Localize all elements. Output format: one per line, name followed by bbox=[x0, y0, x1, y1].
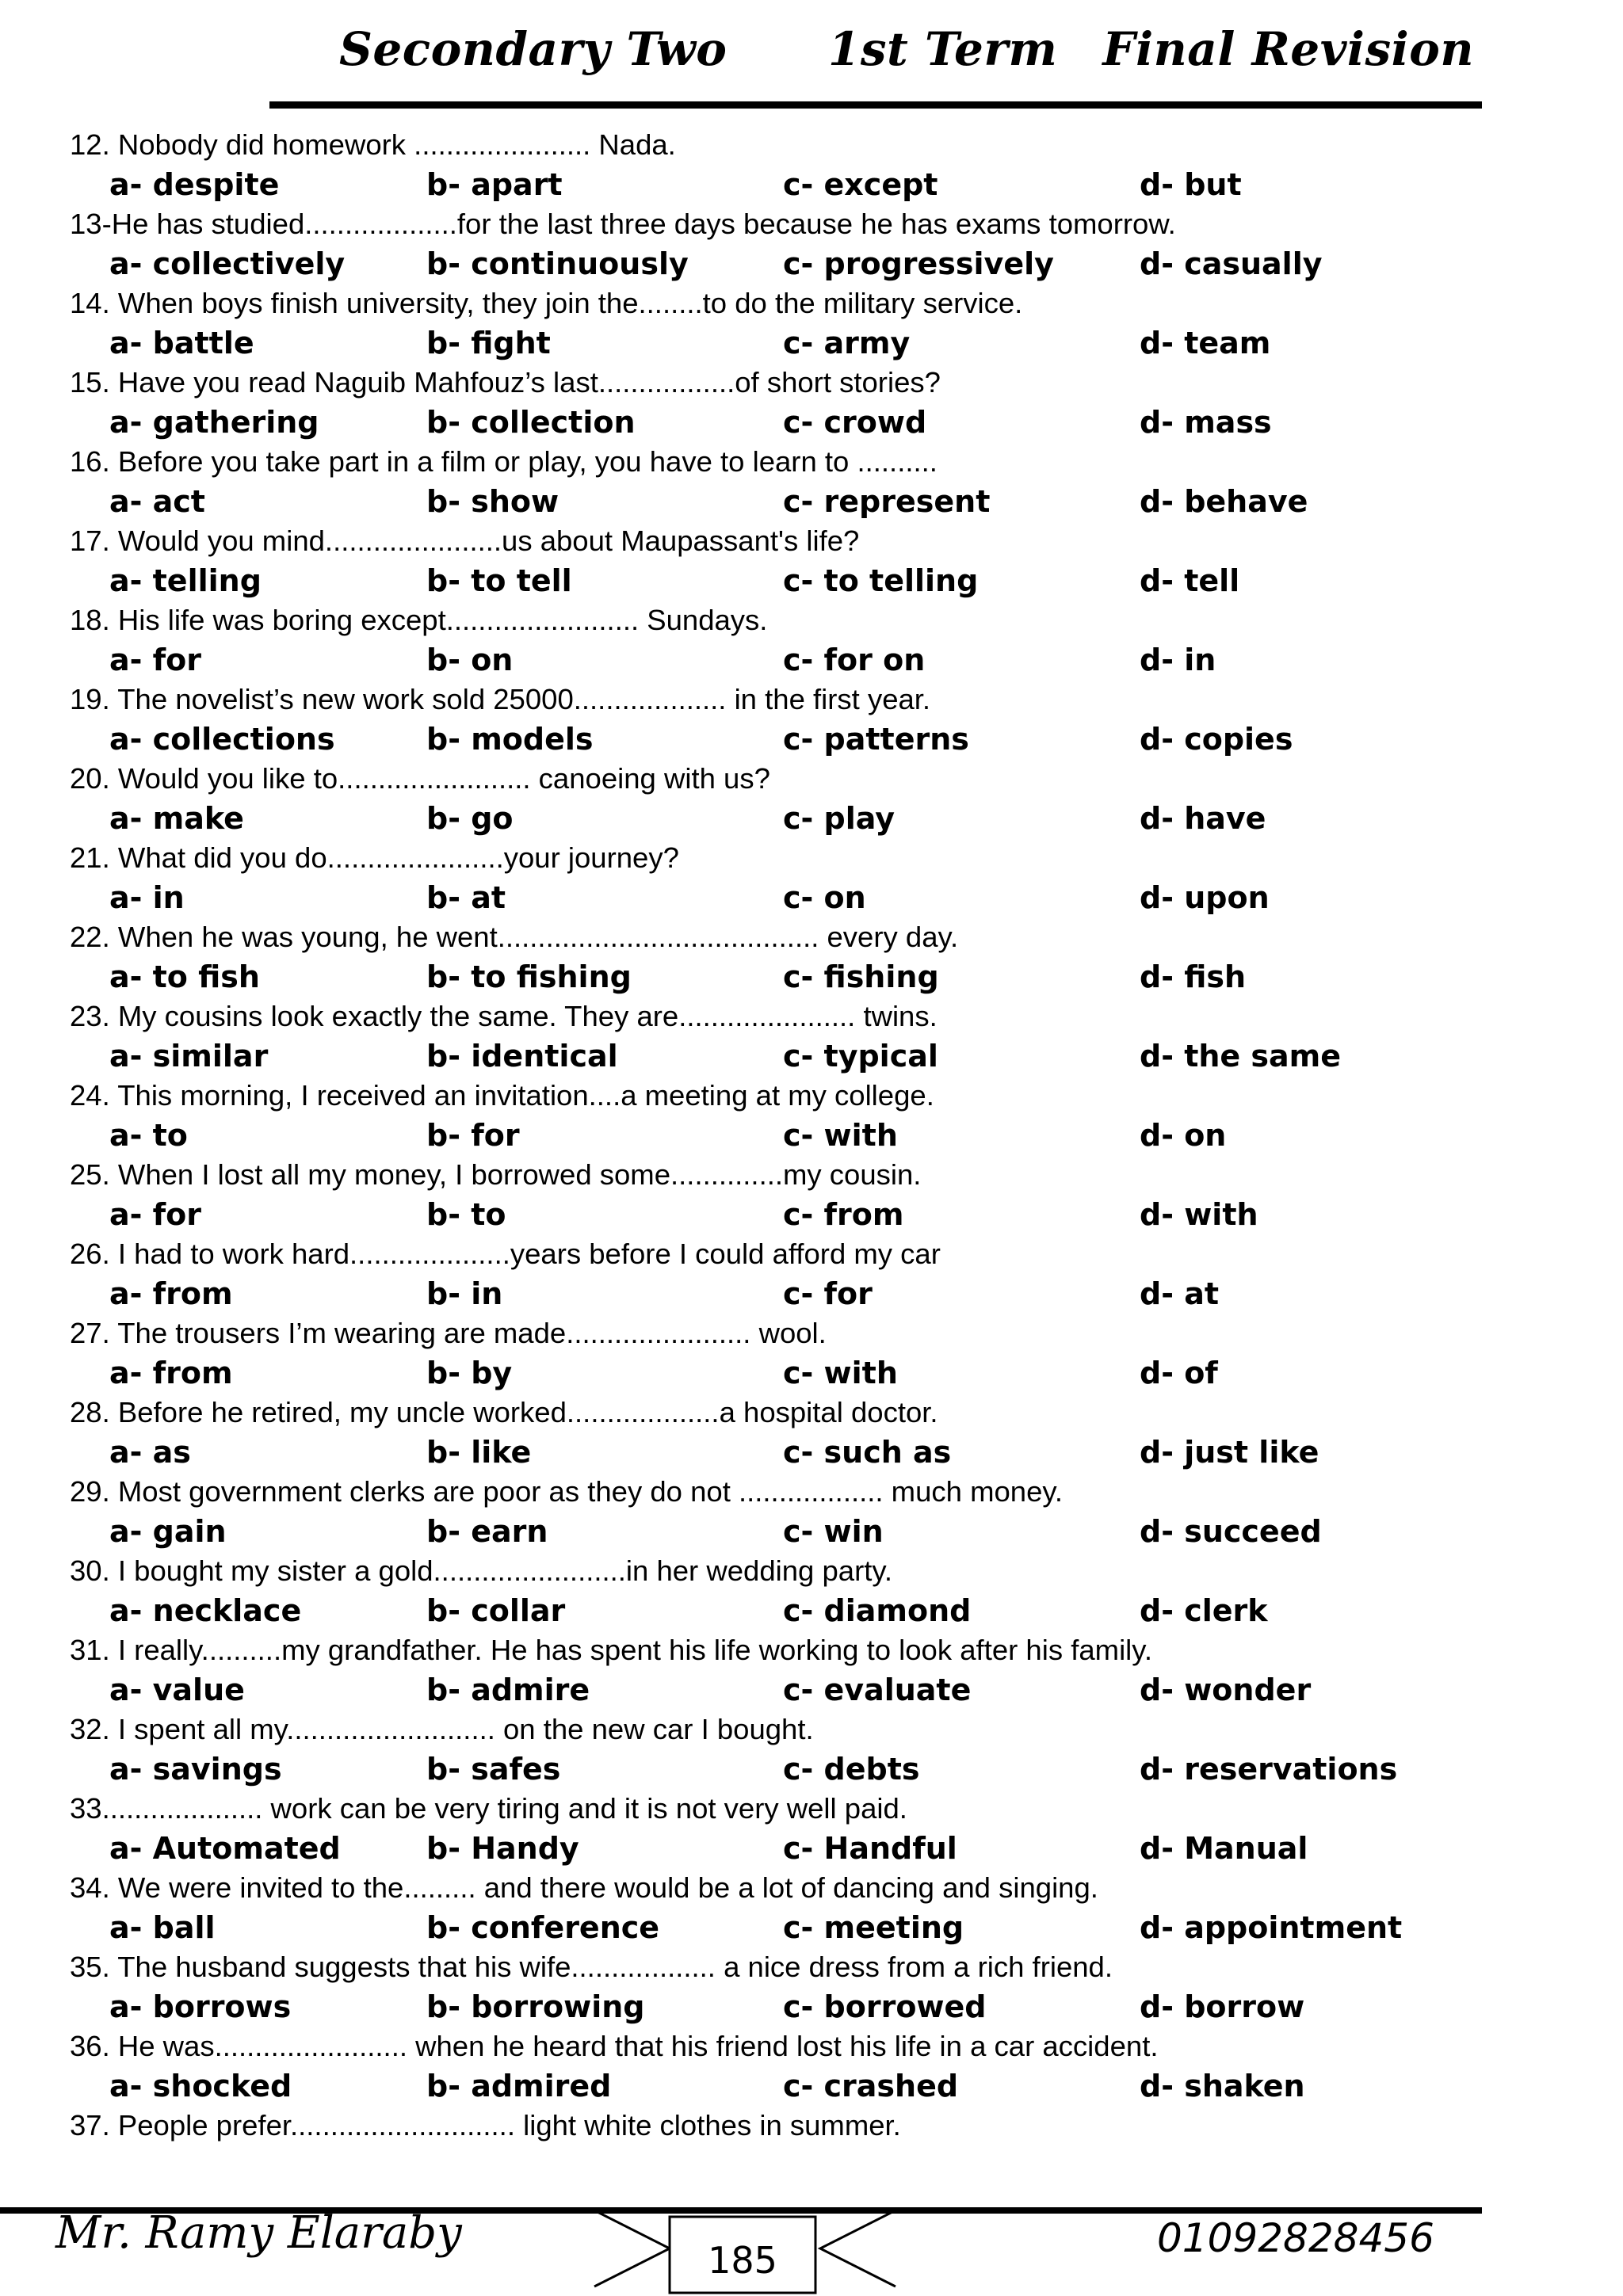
option-b: b- admire bbox=[426, 1672, 590, 1707]
option-b: b- for bbox=[426, 1118, 520, 1153]
option-b: b- conference bbox=[426, 1910, 660, 1945]
answer-options bbox=[70, 957, 1544, 997]
option-a: a- for bbox=[109, 1197, 202, 1232]
question-text: 30. I bought my sister a gold........................in her wedding party. bbox=[70, 1554, 893, 1587]
option-c: c- such as bbox=[783, 1435, 952, 1470]
option-a: a- act bbox=[109, 484, 205, 519]
option-d: d- of bbox=[1140, 1356, 1218, 1390]
option-a: a- shocked bbox=[109, 2069, 292, 2103]
option-b: b- safes bbox=[426, 1752, 561, 1787]
question-text: 22. When he was young, he went........................................ every day. bbox=[70, 921, 959, 953]
option-a: a- gain bbox=[109, 1514, 227, 1549]
option-b: b- identical bbox=[426, 1039, 618, 1074]
question-text: 17. Would you mind......................us about Maupassant's life? bbox=[70, 524, 860, 557]
option-b: b- to fishing bbox=[426, 959, 632, 994]
option-a: a- savings bbox=[109, 1752, 282, 1787]
option-a: a- value bbox=[109, 1672, 245, 1707]
question-text: 26. I had to work hard....................years before I could afford my car bbox=[70, 1238, 941, 1270]
option-d: d- at bbox=[1140, 1276, 1220, 1311]
option-d: d- borrow bbox=[1140, 1989, 1305, 2024]
option-d: d- wonder bbox=[1140, 1672, 1312, 1707]
question-text: 16. Before you take part in a film or play, you have to learn to .......... bbox=[70, 445, 938, 478]
answer-options bbox=[70, 482, 1544, 521]
option-b: b- apart bbox=[426, 167, 563, 202]
answer-options bbox=[70, 1512, 1544, 1551]
option-c: c- diamond bbox=[783, 1593, 972, 1628]
option-a: a- telling bbox=[109, 563, 262, 598]
option-b: b- in bbox=[426, 1276, 503, 1311]
option-b: b- fight bbox=[426, 326, 551, 360]
question-text: 24. This morning, I received an invitation....a meeting at my college. bbox=[70, 1079, 934, 1112]
answer-options bbox=[70, 2066, 1544, 2106]
question-text: 37. People prefer............................ light white clothes in summer. bbox=[70, 2109, 901, 2142]
question-text: 12. Nobody did homework ...................... Nada. bbox=[70, 128, 676, 161]
answer-options bbox=[70, 1987, 1544, 2027]
option-b: b- borrowing bbox=[426, 1989, 645, 2024]
option-a: a- ball bbox=[109, 1910, 216, 1945]
answer-options bbox=[70, 402, 1544, 442]
option-c: c- crowd bbox=[783, 405, 927, 440]
option-c: c- with bbox=[783, 1118, 898, 1153]
option-d: d- tell bbox=[1140, 563, 1240, 598]
option-b: b- Handy bbox=[426, 1831, 579, 1866]
answer-options bbox=[70, 1116, 1544, 1155]
option-a: a- to bbox=[109, 1118, 188, 1153]
answer-options bbox=[70, 1036, 1544, 1076]
option-c: c- army bbox=[783, 326, 911, 360]
option-b: b- show bbox=[426, 484, 559, 519]
option-d: d- Manual bbox=[1140, 1831, 1308, 1866]
option-c: c- on bbox=[783, 880, 866, 915]
question-text: 18. His life was boring except........................ Sundays. bbox=[70, 604, 768, 636]
option-c: c- for on bbox=[783, 643, 926, 677]
option-b: b- collar bbox=[426, 1593, 566, 1628]
questions-list bbox=[70, 125, 1544, 2145]
answer-options bbox=[70, 878, 1544, 917]
header-title: Final Revision bbox=[1102, 22, 1474, 76]
option-d: d- succeed bbox=[1140, 1514, 1322, 1549]
option-d: d- have bbox=[1140, 801, 1266, 836]
header-grade: Secondary Two bbox=[339, 22, 727, 76]
answer-options bbox=[70, 244, 1544, 284]
question-text: 20. Would you like to........................ canoeing with us? bbox=[70, 762, 770, 795]
option-b: b- continuously bbox=[426, 246, 689, 281]
question-text: 25. When I lost all my money, I borrowed some..............my cousin. bbox=[70, 1158, 922, 1191]
option-d: d- just like bbox=[1140, 1435, 1319, 1470]
answer-options bbox=[70, 1591, 1544, 1630]
page-number: 185 bbox=[708, 2239, 777, 2282]
option-a: a- borrows bbox=[109, 1989, 292, 2024]
option-a: a- from bbox=[109, 1356, 233, 1390]
answer-options bbox=[70, 1432, 1544, 1472]
option-c: c- for bbox=[783, 1276, 873, 1311]
question-text: 35. The husband suggests that his wife.................. a nice dress from a rich friend. bbox=[70, 1951, 1113, 1983]
option-c: c- play bbox=[783, 801, 895, 836]
option-c: c- fishing bbox=[783, 959, 939, 994]
answer-options bbox=[70, 719, 1544, 759]
question-text: 21. What did you do......................your journey? bbox=[70, 841, 679, 874]
answer-options bbox=[70, 561, 1544, 601]
option-c: c- patterns bbox=[783, 722, 969, 757]
option-b: b- earn bbox=[426, 1514, 548, 1549]
teacher-name: Mr. Ramy Elaraby bbox=[55, 2207, 462, 2259]
option-a: a- to fish bbox=[109, 959, 260, 994]
option-b: b- at bbox=[426, 880, 506, 915]
question-text: 29. Most government clerks are poor as they do not .................. much money. bbox=[70, 1475, 1064, 1508]
option-c: c- represent bbox=[783, 484, 991, 519]
page-header bbox=[269, 16, 1482, 109]
answer-options bbox=[70, 1670, 1544, 1710]
option-b: b- like bbox=[426, 1435, 532, 1470]
option-d: d- in bbox=[1140, 643, 1216, 677]
option-b: b- admired bbox=[426, 2069, 612, 2103]
option-d: d- on bbox=[1140, 1118, 1227, 1153]
option-d: d- copies bbox=[1140, 722, 1293, 757]
option-d: d- mass bbox=[1140, 405, 1272, 440]
option-a: a- for bbox=[109, 643, 202, 677]
option-a: a- as bbox=[109, 1435, 191, 1470]
option-a: a- in bbox=[109, 880, 185, 915]
option-b: b- on bbox=[426, 643, 514, 677]
option-c: c- win bbox=[783, 1514, 884, 1549]
option-d: d- but bbox=[1140, 167, 1242, 202]
option-c: c- meeting bbox=[783, 1910, 964, 1945]
answer-options bbox=[70, 640, 1544, 680]
option-c: c- borrowed bbox=[783, 1989, 987, 2024]
option-a: a- Automated bbox=[109, 1831, 341, 1866]
option-a: a- collectively bbox=[109, 246, 346, 281]
option-a: a- make bbox=[109, 801, 244, 836]
option-d: d- team bbox=[1140, 326, 1271, 360]
option-d: d- casually bbox=[1140, 246, 1323, 281]
question-text: 19. The novelist’s new work sold 25000................... in the first year. bbox=[70, 683, 931, 715]
option-c: c- progressively bbox=[783, 246, 1054, 281]
question-text: 14. When boys finish university, they join the........to do the military service. bbox=[70, 287, 1023, 319]
question-text: 15. Have you read Naguib Mahfouz’s last.................of short stories? bbox=[70, 366, 941, 399]
option-a: a- similar bbox=[109, 1039, 269, 1074]
option-c: c- to telling bbox=[783, 563, 979, 598]
option-d: d- the same bbox=[1140, 1039, 1342, 1074]
option-b: b- to tell bbox=[426, 563, 572, 598]
option-c: c- Handful bbox=[783, 1831, 957, 1866]
answer-options bbox=[70, 1195, 1544, 1234]
answer-options bbox=[70, 165, 1544, 204]
teacher-phone: 01092828456 bbox=[1157, 2215, 1434, 2261]
question-text: 27. The trousers I’m wearing are made....................... wool. bbox=[70, 1317, 827, 1349]
question-text: 31. I really..........my grandfather. He has spent his life working to look after his family. bbox=[70, 1634, 1152, 1666]
answer-options bbox=[70, 1829, 1544, 1868]
option-b: b- collection bbox=[426, 405, 636, 440]
question-text: 23. My cousins look exactly the same. They are...................... twins. bbox=[70, 1000, 938, 1032]
option-d: d- appointment bbox=[1140, 1910, 1403, 1945]
option-d: d- behave bbox=[1140, 484, 1308, 519]
option-c: c- crashed bbox=[783, 2069, 959, 2103]
option-c: c- typical bbox=[783, 1039, 938, 1074]
option-a: a- necklace bbox=[109, 1593, 302, 1628]
question-text: 33.................... work can be very tiring and it is not very well paid. bbox=[70, 1792, 907, 1825]
option-a: a- gathering bbox=[109, 405, 319, 440]
option-d: d- shaken bbox=[1140, 2069, 1305, 2103]
option-a: a- from bbox=[109, 1276, 233, 1311]
option-c: c- from bbox=[783, 1197, 904, 1232]
option-c: c- evaluate bbox=[783, 1672, 972, 1707]
answer-options bbox=[70, 1749, 1544, 1789]
question-text: 28. Before he retired, my uncle worked...................a hospital doctor. bbox=[70, 1396, 938, 1428]
answer-options bbox=[70, 799, 1544, 838]
option-a: a- despite bbox=[109, 167, 280, 202]
option-c: c- debts bbox=[783, 1752, 920, 1787]
option-d: d- upon bbox=[1140, 880, 1270, 915]
option-b: b- to bbox=[426, 1197, 506, 1232]
option-d: d- reservations bbox=[1140, 1752, 1398, 1787]
answer-options bbox=[70, 323, 1544, 363]
question-text: 36. He was........................ when he heard that his friend lost his life in a car accident. bbox=[70, 2030, 1159, 2062]
option-a: a- collections bbox=[109, 722, 335, 757]
question-text: 13-He has studied...................for the last three days because he has exams tomorrow. bbox=[70, 208, 1176, 240]
option-d: d- fish bbox=[1140, 959, 1247, 994]
option-d: d- with bbox=[1140, 1197, 1258, 1232]
option-b: b- by bbox=[426, 1356, 513, 1390]
option-a: a- battle bbox=[109, 326, 254, 360]
answer-options bbox=[70, 1274, 1544, 1314]
question-text: 32. I spent all my.......................... on the new car I bought. bbox=[70, 1713, 814, 1745]
answer-options bbox=[70, 1353, 1544, 1393]
header-term: 1st Term bbox=[828, 22, 1058, 76]
option-b: b- go bbox=[426, 801, 514, 836]
option-c: c- except bbox=[783, 167, 938, 202]
answer-options bbox=[70, 1908, 1544, 1947]
option-d: d- clerk bbox=[1140, 1593, 1268, 1628]
option-b: b- models bbox=[426, 722, 594, 757]
option-c: c- with bbox=[783, 1356, 898, 1390]
question-text: 34. We were invited to the......... and there would be a lot of dancing and singing. bbox=[70, 1871, 1098, 1904]
